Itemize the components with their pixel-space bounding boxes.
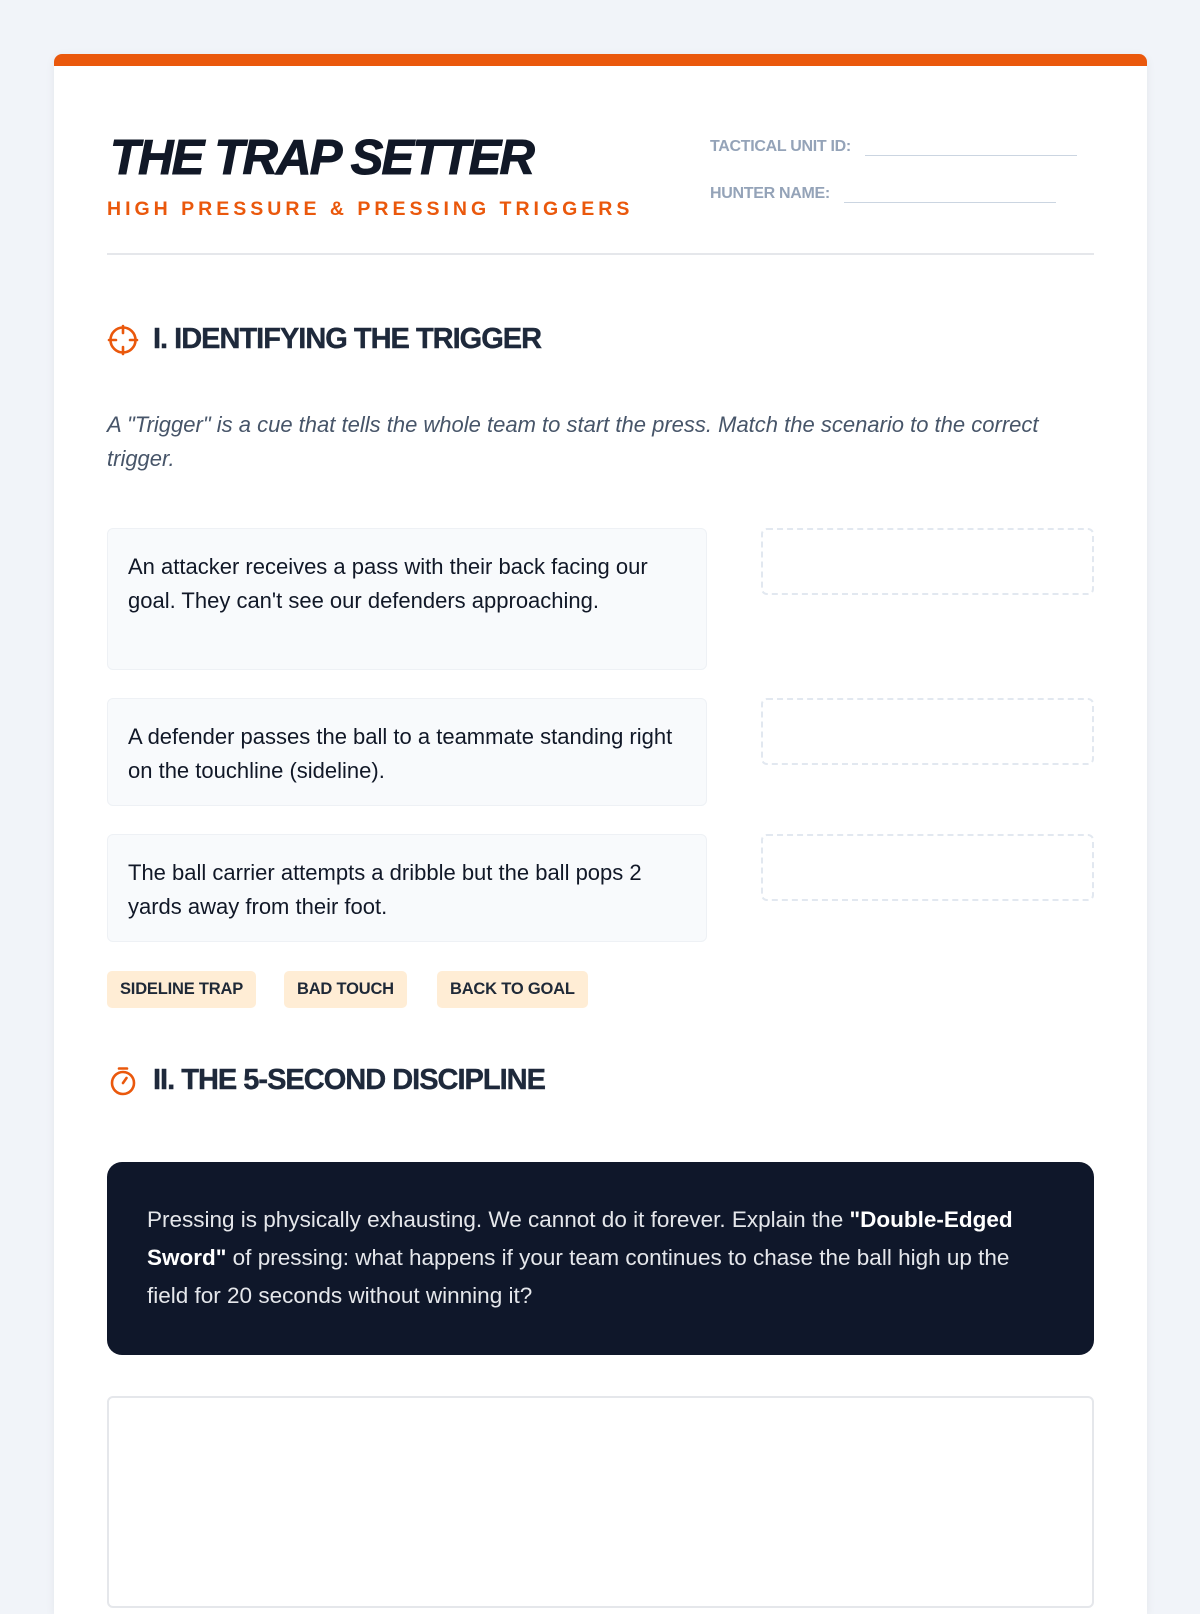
trigger-tag-bad-touch[interactable]: BAD TOUCH <box>284 971 407 1008</box>
worksheet-title: THE TRAP SETTER <box>110 131 534 185</box>
answer-drop-zone-1[interactable] <box>761 528 1094 595</box>
response-box[interactable] <box>107 1396 1094 1608</box>
hunter-name-row <box>710 182 1056 203</box>
trigger-tag-sideline-trap[interactable]: SIDELINE TRAP <box>107 971 256 1008</box>
answer-drop-zone-2[interactable] <box>761 698 1094 765</box>
trigger-tag-back-to-goal[interactable]: BACK TO GOAL <box>437 971 588 1008</box>
stopwatch-icon <box>107 1065 139 1097</box>
unit-id-label: TACTICAL UNIT ID: <box>710 138 851 155</box>
hunter-name-label: HUNTER NAME: <box>710 185 830 202</box>
worksheet <box>54 54 1147 1614</box>
scenario-card-3: The ball carrier attempts a dribble but the ball pops 2 yards away from their foot. <box>107 834 707 942</box>
prompt-emphasis: "Double-Edged Sword" <box>147 1207 1013 1270</box>
header-divider <box>107 253 1094 255</box>
section-2-title: II. THE 5-SECOND DISCIPLINE <box>153 1064 545 1096</box>
unit-id-field[interactable] <box>865 135 1077 156</box>
worksheet-subtitle: HIGH PRESSURE & PRESSING TRIGGERS <box>107 198 634 220</box>
answer-drop-zone-3[interactable] <box>761 834 1094 901</box>
prompt-text-start: Pressing is physically exhausting. We cannot do it forever. Explain the <box>147 1207 850 1232</box>
section-1-intro: A "Trigger" is a cue that tells the whole team to start the press. Match the scenario to the correct trigger. <box>107 412 1039 471</box>
crosshair-icon <box>107 324 139 356</box>
discipline-prompt <box>107 1162 1094 1355</box>
section-2-heading <box>107 1064 545 1097</box>
scenario-card-2: A defender passes the ball to a teammate standing right on the touchline (sideline). <box>107 698 707 806</box>
section-1-heading <box>107 323 541 356</box>
unit-id-row <box>710 135 1077 156</box>
section-1-title: I. IDENTIFYING THE TRIGGER <box>153 323 542 355</box>
hunter-name-field[interactable] <box>844 182 1056 203</box>
scenario-card-1: An attacker receives a pass with their back facing our goal. They can't see our defenders approaching. <box>107 528 707 670</box>
prompt-text-end: of pressing: what happens if your team continues to chase the ball high up the field for 20 seconds without winning it? <box>147 1245 1010 1308</box>
